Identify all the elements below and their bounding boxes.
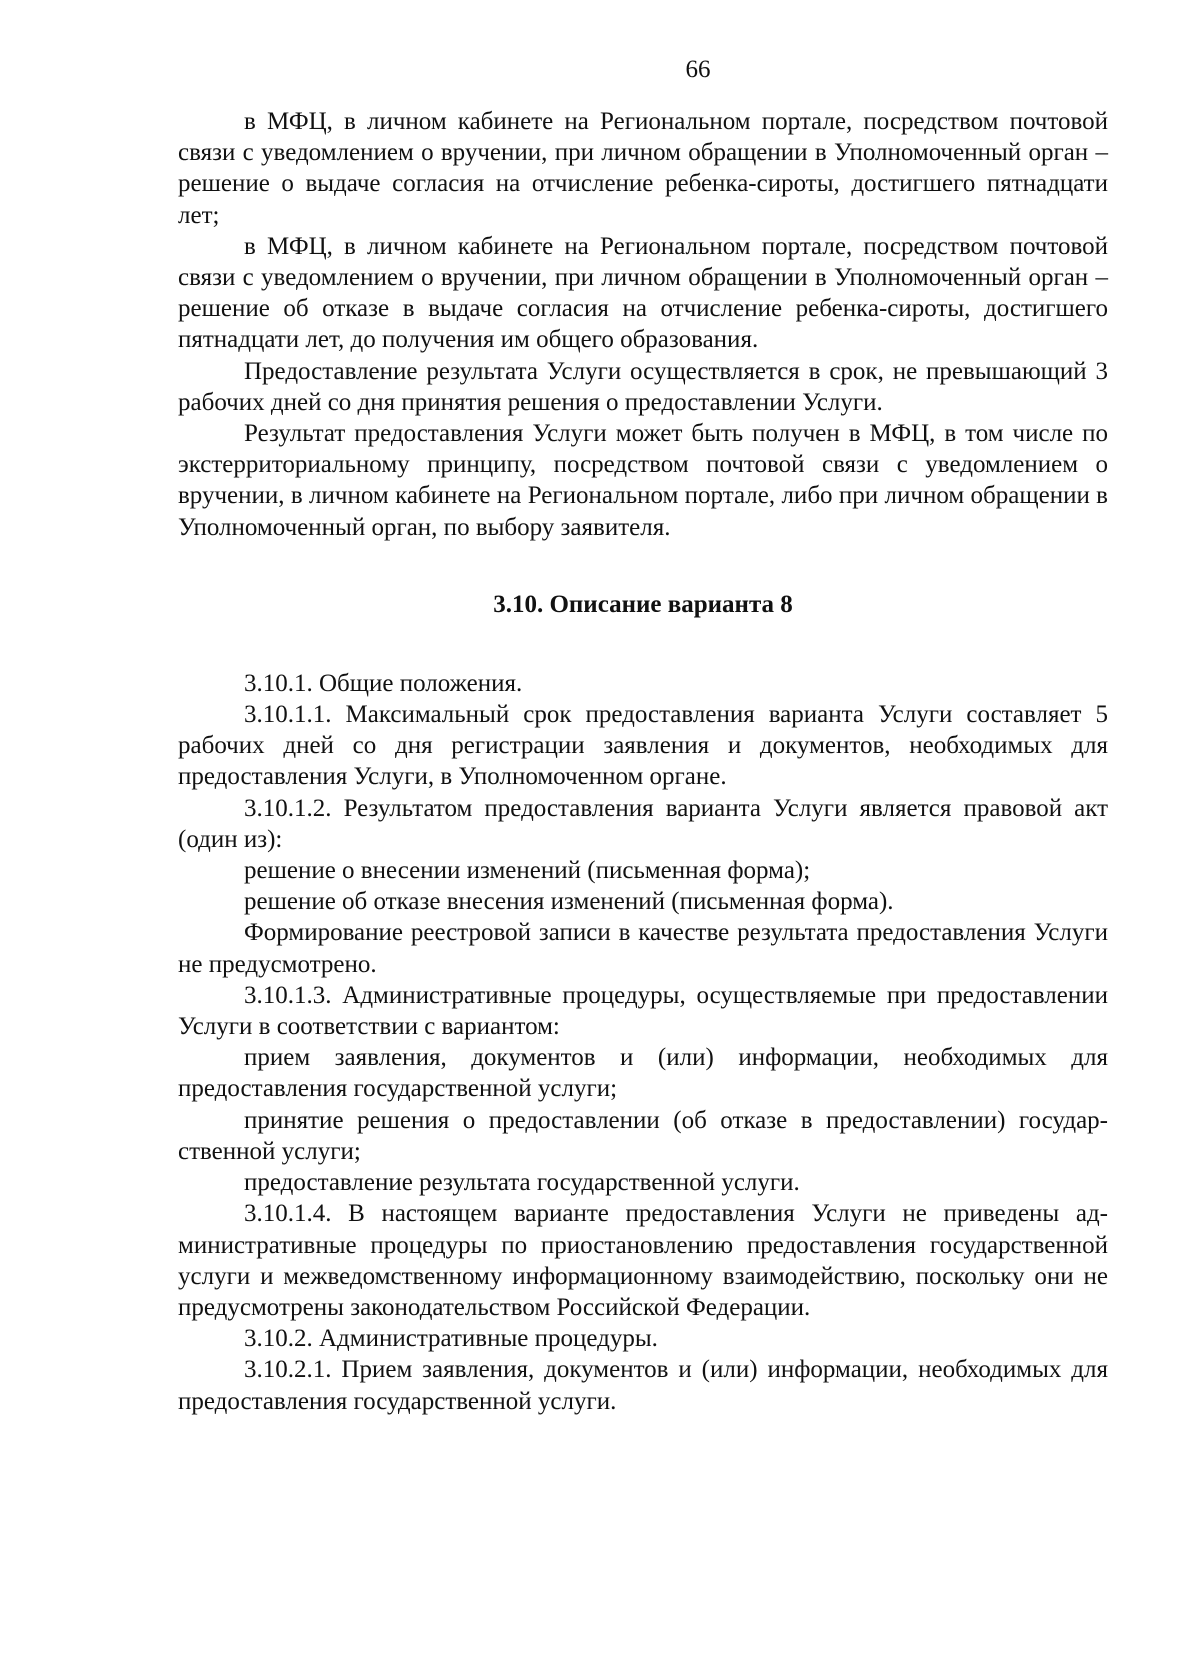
list-item-receive-application: прием заявления, документов и (или) информации, необходимых для предоставления государственной услуги; xyxy=(178,1044,1108,1103)
paragraph-no-suspension: 3.10.1.4. В настоящем варианте предоставления Услуги не приведены административные процедуры по приостановлению предоставления государственной услуги и межведомственному информационному взаимодействию, поскольку они не предусмотрены законодательством Российской Федерации. xyxy=(178,1200,1108,1321)
paragraph-admin-procedures: 3.10.2. Административные процедуры. xyxy=(244,1325,658,1353)
paragraph-result-deadline: Предоставление результата Услуги осуществляется в срок, не превышающий 3 рабочих дней со дня принятия решения о предоставлении Услуги. xyxy=(178,357,1108,416)
paragraph-decision-consent: в МФЦ, в личном кабинете на Региональном портале, посредством почтовой связи с уведомлением о вручении, при личном обращении в Уполномоченный орган – решение о выдаче согласия на отчисление ребенка-сироты, достигшего пятнадцати лет; xyxy=(178,108,1108,229)
list-item-make-decision: принятие решения о предоставлении (об отказе в предоставлении) государственной услуги; xyxy=(178,1106,1108,1165)
paragraph-result-delivery: Результат предоставления Услуги может быть получен в МФЦ, в том числе по экстерриториальному принципу, посредством почтовой связи с уведомлением о вручении, в личном кабинете на Региональном портале, либо при личном обращении в Уполномоченный орган, по выбору заявителя. xyxy=(178,420,1108,541)
paragraph-max-term: 3.10.1.1. Максимальный срок предоставления варианта Услуги составляет 5 рабочих дней со дня регистрации заявления и документов, необходимых для предоставления Услуги, в Уполномоченном органе. xyxy=(178,701,1108,791)
paragraph-general-provisions: 3.10.1. Общие положения. xyxy=(244,669,523,697)
list-item-decision-refusal-changes: решение об отказе внесения изменений (письменная форма). xyxy=(244,888,894,916)
list-item-provide-result: предоставление результата государственной услуги. xyxy=(244,1169,800,1197)
page-number: 66 xyxy=(685,56,711,83)
list-item-decision-changes: решение о внесении изменений (письменная форма); xyxy=(244,857,811,885)
paragraph-decision-refusal: в МФЦ, в личном кабинете на Региональном портале, посредством почтовой связи с уведомлением о вручении, при личном обращении в Уполномоченный орган – решение об отказе в выдаче согласия на отчисление ребенка-сироты, достигшего пятнадцати лет, до получения им общего образования. xyxy=(178,232,1108,354)
paragraph-result-legal-act: 3.10.1.2. Результатом предоставления варианта Услуги является правовой акт (один из): xyxy=(178,794,1108,853)
paragraph-registry-record: Формирование реестровой записи в качестве результата предоставления Услуги не предусмотрено. xyxy=(178,919,1108,978)
paragraph-receive-application: 3.10.2.1. Прием заявления, документов и (или) информации, необходимых для предоставления государственной услуги. xyxy=(178,1356,1108,1415)
section-heading: 3.10. Описание варианта 8 xyxy=(493,590,793,618)
paragraph-admin-procedures-list: 3.10.1.3. Административные процедуры, осуществляемые при предоставлении Услуги в соответствии с вариантом: xyxy=(178,981,1108,1041)
